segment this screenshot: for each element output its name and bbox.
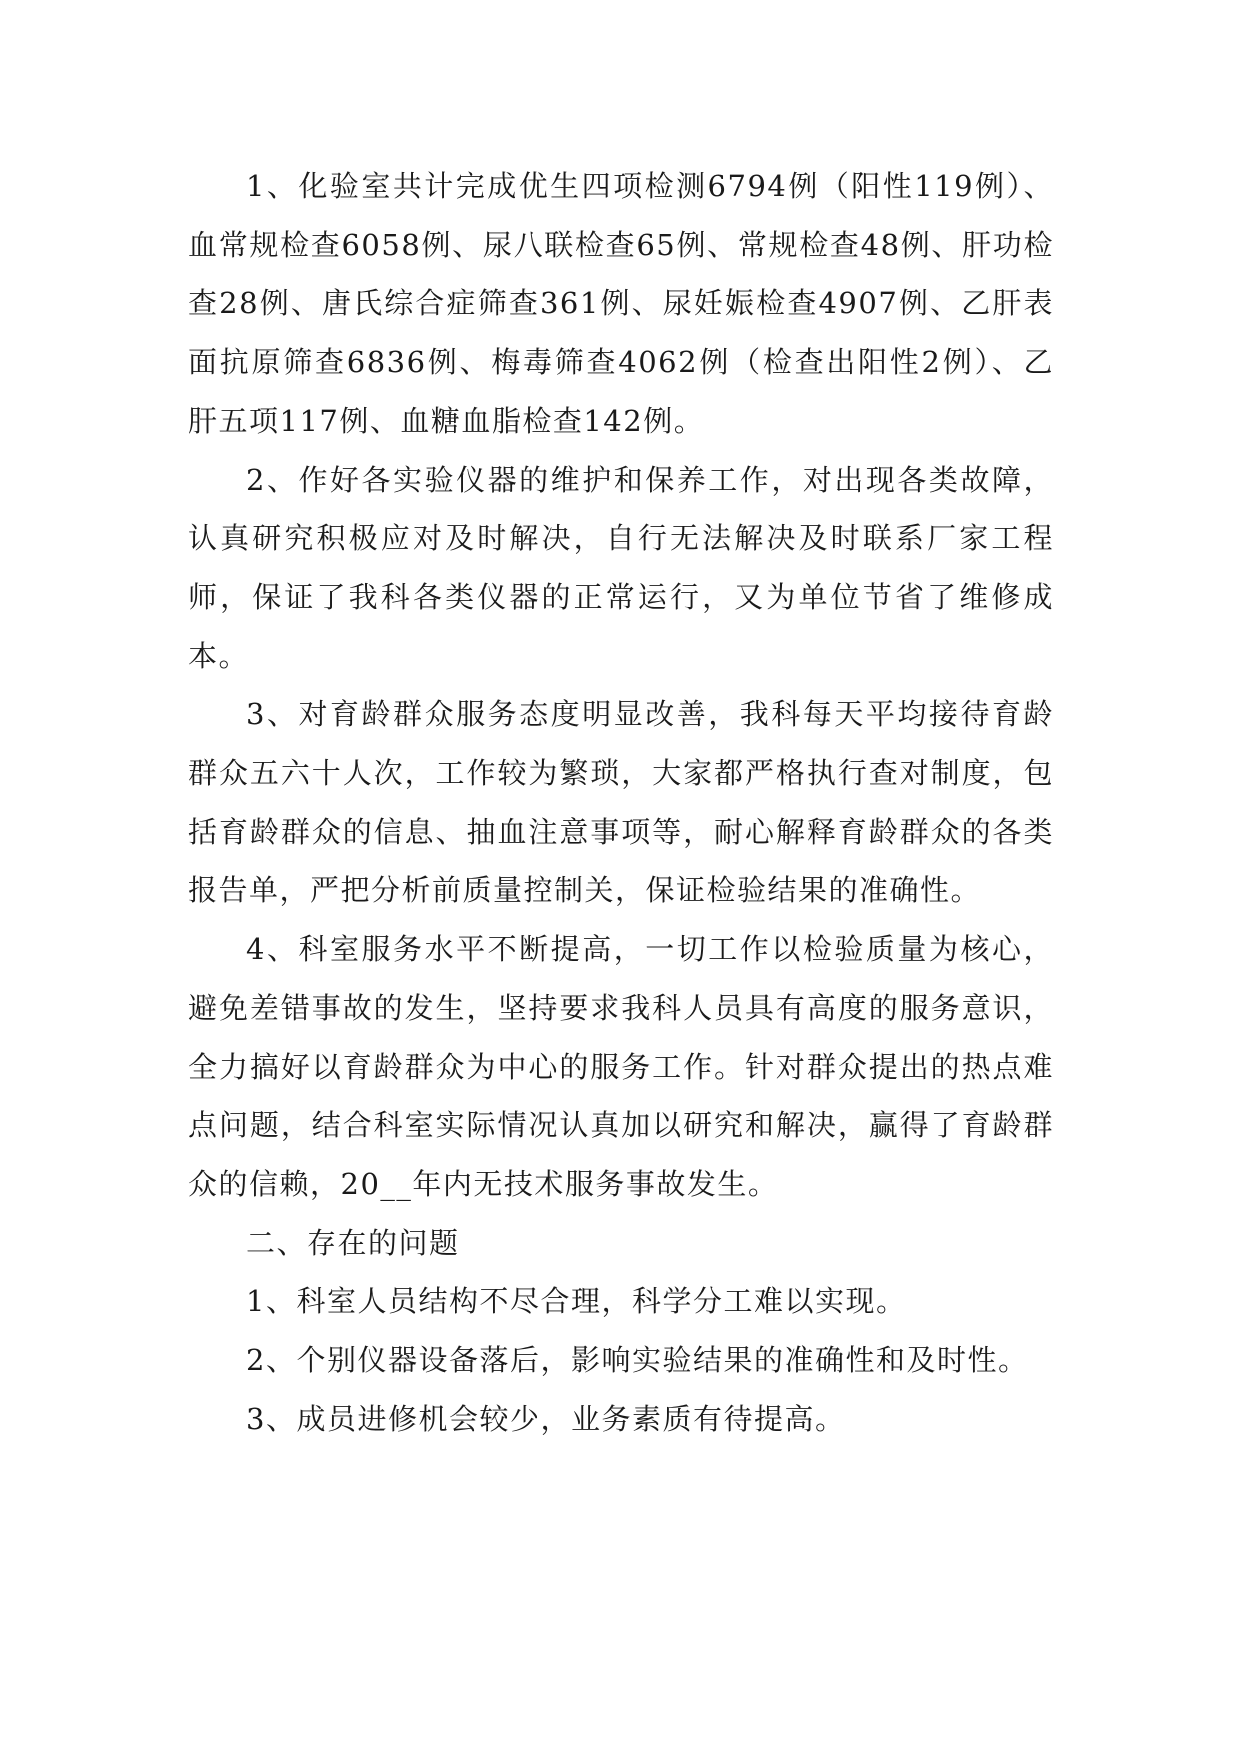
- problem-item-equipment: 2、个别仪器设备落后，影响实验结果的准确性和及时性。: [246, 1343, 1029, 1378]
- paragraph-service-level: 4、科室服务水平不断提高，一切工作以检验质量为核心，避免差错事故的发生，坚持要求我科人员具有高度的服务意识，全力搞好以育龄群众为中心的服务工作。针对群众提出的热点难点问题，结合科室实际情况认真加以研究和解决，赢得了育龄群众的信赖，20__年内无技术服务事故发生。: [188, 932, 1054, 1201]
- paragraph-instrument-maintenance: 2、作好各实验仪器的维护和保养工作，对出现各类故障，认真研究积极应对及时解决，自行无法解决及时联系厂家工程师，保证了我科各类仪器的正常运行，又为单位节省了维修成本。: [188, 462, 1054, 673]
- problem-item-training: 3、成员进修机会较少，业务素质有待提高。: [246, 1401, 846, 1436]
- paragraph-service-attitude: 3、对育龄群众服务态度明显改善，我科每天平均接待育龄群众五六十人次，工作较为繁琐，大家都严格执行查对制度，包括育龄群众的信息、抽血注意事项等，耐心解释育龄群众的各类报告单，严把分析前质量控制关，保证检验结果的准确性。: [188, 697, 1054, 908]
- problem-item-staff-structure: 1、科室人员结构不尽合理，科学分工难以实现。: [246, 1284, 907, 1319]
- paragraph-lab-test-statistics: 1、化验室共计完成优生四项检测6794例（阳性119例）、血常规检查6058例、尿八联检查65例、常规检查48例、肝功检查28例、唐氏综合症筛查361例、尿妊娠检查4907例、乙肝表面抗原筛查6836例、梅毒筛查4062例（检查出阳性2例）、乙肝五项117例、血糖血脂检查142例。: [188, 169, 1054, 438]
- section-heading-existing-problems: 二、存在的问题: [246, 1225, 460, 1260]
- document-body: [188, 157, 1054, 1448]
